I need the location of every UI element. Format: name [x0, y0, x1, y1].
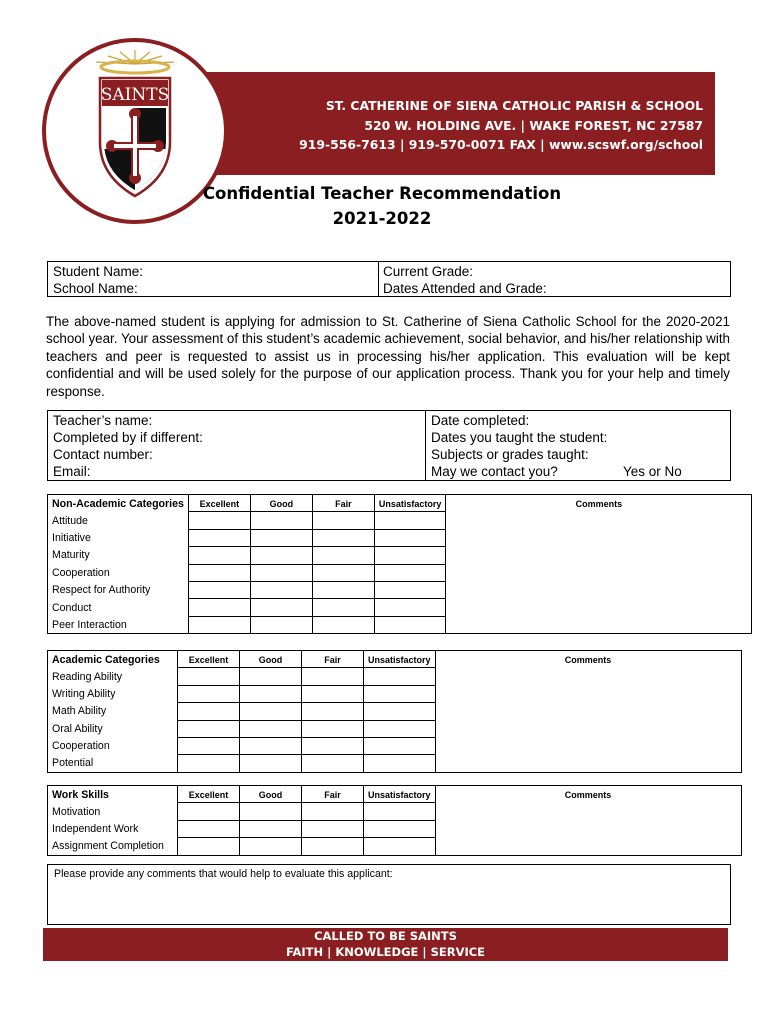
comment-cell[interactable]	[446, 616, 752, 633]
rating-cell[interactable]	[364, 703, 436, 720]
category-heading: Non-Academic Categories	[48, 495, 189, 512]
rating-cell[interactable]	[240, 668, 302, 685]
col-good: Good	[240, 651, 302, 668]
rating-cell[interactable]	[364, 820, 436, 837]
student-name-field[interactable]: Student Name:	[53, 264, 144, 279]
rating-cell[interactable]	[250, 581, 312, 598]
rating-cell[interactable]	[240, 685, 302, 702]
rating-cell[interactable]	[302, 703, 364, 720]
table-row	[48, 685, 742, 702]
rating-cell[interactable]	[188, 547, 250, 564]
col-comments: Comments	[435, 651, 741, 668]
rating-cell[interactable]	[178, 803, 240, 820]
table-header-row	[48, 651, 742, 668]
dates-attended-field[interactable]: Dates Attended and Grade:	[383, 281, 547, 296]
rating-cell[interactable]	[240, 737, 302, 754]
table-row	[48, 512, 752, 529]
col-comments: Comments	[446, 495, 752, 512]
comments-prompt: Please provide any comments that would help to evaluate this applicant:	[54, 868, 393, 880]
rating-cell[interactable]	[188, 616, 250, 633]
rating-cell[interactable]	[312, 599, 374, 616]
comment-cell[interactable]	[446, 599, 752, 616]
rating-cell[interactable]	[240, 755, 302, 772]
comment-cell[interactable]	[435, 668, 741, 685]
comment-cell[interactable]	[435, 703, 741, 720]
rating-cell[interactable]	[312, 547, 374, 564]
rating-cell[interactable]	[364, 838, 436, 855]
col-fair: Fair	[312, 495, 374, 512]
rating-cell[interactable]	[178, 838, 240, 855]
footer-motto: CALLED TO BE SAINTS	[314, 929, 457, 943]
rating-cell[interactable]	[302, 668, 364, 685]
table-row	[48, 616, 752, 633]
rating-cell[interactable]	[178, 703, 240, 720]
rating-cell[interactable]	[240, 820, 302, 837]
comment-cell[interactable]	[446, 581, 752, 598]
rating-cell[interactable]	[250, 564, 312, 581]
school-info	[299, 96, 703, 155]
table-row	[48, 755, 742, 772]
row-label: Independent Work	[48, 820, 178, 837]
rating-cell[interactable]	[312, 616, 374, 633]
rating-cell[interactable]	[364, 737, 436, 754]
rating-cell[interactable]	[374, 616, 446, 633]
student-box-divider	[378, 261, 379, 297]
comment-cell[interactable]	[446, 529, 752, 546]
email-field[interactable]: Email:	[53, 464, 91, 479]
dates-taught-field[interactable]: Dates you taught the student:	[431, 430, 608, 445]
rating-cell[interactable]	[302, 685, 364, 702]
row-label: Initiative	[48, 529, 189, 546]
comment-cell[interactable]	[446, 547, 752, 564]
col-excellent: Excellent	[178, 651, 240, 668]
non-academic-table	[47, 494, 752, 634]
rating-cell[interactable]	[178, 685, 240, 702]
rating-cell[interactable]	[302, 737, 364, 754]
rating-cell[interactable]	[312, 529, 374, 546]
table-row	[48, 703, 742, 720]
comment-cell[interactable]	[446, 564, 752, 581]
table-row	[48, 564, 752, 581]
rating-cell[interactable]	[188, 581, 250, 598]
category-heading: Work Skills	[48, 786, 178, 803]
rating-cell[interactable]	[178, 720, 240, 737]
rating-cell[interactable]	[364, 803, 436, 820]
table-row	[48, 803, 742, 820]
rating-cell[interactable]	[178, 668, 240, 685]
rating-cell[interactable]	[250, 512, 312, 529]
rating-cell[interactable]	[250, 529, 312, 546]
rating-cell[interactable]	[302, 755, 364, 772]
row-label: Potential	[48, 755, 178, 772]
contact-number-field[interactable]: Contact number:	[53, 447, 153, 462]
school-address: 520 W. HOLDING AVE. | WAKE FOREST, NC 27587	[364, 117, 703, 133]
row-label: Oral Ability	[48, 720, 178, 737]
rating-cell[interactable]	[312, 564, 374, 581]
rating-cell[interactable]	[302, 803, 364, 820]
subjects-field[interactable]: Subjects or grades taught:	[431, 447, 589, 462]
rating-cell[interactable]	[250, 599, 312, 616]
table-row	[48, 838, 742, 855]
row-label: Math Ability	[48, 703, 178, 720]
col-fair: Fair	[302, 786, 364, 803]
rating-cell[interactable]	[374, 529, 446, 546]
rating-cell[interactable]	[364, 720, 436, 737]
rating-cell[interactable]	[250, 547, 312, 564]
table-row	[48, 720, 742, 737]
col-good: Good	[240, 786, 302, 803]
row-label: Cooperation	[48, 737, 178, 754]
rating-cell[interactable]	[364, 685, 436, 702]
rating-cell[interactable]	[374, 599, 446, 616]
comment-cell[interactable]	[435, 737, 741, 754]
rating-cell[interactable]	[374, 547, 446, 564]
work-skills-table	[47, 785, 742, 856]
rating-cell[interactable]	[302, 820, 364, 837]
col-comments: Comments	[435, 786, 741, 803]
rating-cell[interactable]	[240, 838, 302, 855]
table-header-row	[48, 495, 752, 512]
school-name: ST. CATHERINE OF SIENA CATHOLIC PARISH & SCHOOL	[325, 98, 703, 113]
rating-cell[interactable]	[188, 564, 250, 581]
col-unsatisfactory: Unsatisfactory	[364, 651, 436, 668]
teacher-box-divider	[425, 410, 426, 481]
completed-by-field[interactable]: Completed by if different:	[53, 430, 203, 445]
col-unsatisfactory: Unsatisfactory	[374, 495, 446, 512]
comment-cell[interactable]	[435, 720, 741, 737]
table-row	[48, 599, 752, 616]
comment-cell[interactable]	[435, 685, 741, 702]
yes-no-choice[interactable]: Yes or No	[623, 464, 682, 479]
row-label: Peer Interaction	[48, 616, 189, 633]
category-heading: Academic Categories	[48, 651, 178, 668]
col-excellent: Excellent	[178, 786, 240, 803]
rating-cell[interactable]	[250, 616, 312, 633]
school-name-field[interactable]: School Name:	[53, 281, 138, 296]
rating-cell[interactable]	[240, 803, 302, 820]
comment-cell[interactable]	[435, 838, 741, 855]
col-good: Good	[250, 495, 312, 512]
comment-cell[interactable]	[435, 803, 741, 820]
col-fair: Fair	[302, 651, 364, 668]
row-label: Assignment Completion	[48, 838, 178, 855]
comment-cell[interactable]	[435, 755, 741, 772]
rating-cell[interactable]	[302, 720, 364, 737]
table-row	[48, 820, 742, 837]
rating-cell[interactable]	[302, 838, 364, 855]
school-contact: 919-556-7613 | 919-570-0071 FAX | www.scswf.org/school	[299, 137, 703, 152]
row-label: Maturity	[48, 547, 189, 564]
intro-paragraph: The above-named student is applying for admission to St. Catherine of Siena Catholic School for the 2020-2021 school year. Your assessment of this student’s academic achievement, social behavior, and his/her relationship with teachers and peer is requested to assist us in processing his/her application. This evaluation will be kept confidential and will be used solely for the purpose of our application process. Thank you for your help and timely response.	[46, 314, 730, 399]
academic-table	[47, 650, 742, 773]
form-year: 2021-2022	[332, 209, 432, 228]
rating-cell[interactable]	[364, 755, 436, 772]
form-title: Confidential Teacher Recommendation	[202, 184, 562, 203]
row-label: Reading Ability	[48, 668, 178, 685]
rating-cell[interactable]	[240, 703, 302, 720]
rating-cell[interactable]	[240, 720, 302, 737]
footer-banner	[43, 928, 728, 961]
may-contact-field: May we contact you?	[431, 464, 558, 479]
rating-cell[interactable]	[188, 599, 250, 616]
row-label: Conduct	[48, 599, 189, 616]
table-row	[48, 547, 752, 564]
date-completed-field[interactable]: Date completed:	[431, 413, 530, 428]
row-label: Attitude	[48, 512, 189, 529]
rating-cell[interactable]	[374, 564, 446, 581]
col-unsatisfactory: Unsatisfactory	[364, 786, 436, 803]
comment-cell[interactable]	[446, 512, 752, 529]
table-header-row	[48, 786, 742, 803]
rating-cell[interactable]	[374, 581, 446, 598]
footer-values: FAITH | KNOWLEDGE | SERVICE	[285, 944, 486, 959]
col-excellent: Excellent	[188, 495, 250, 512]
row-label: Respect for Authority	[48, 581, 189, 598]
teacher-name-field[interactable]: Teacher’s name:	[53, 413, 153, 428]
rating-cell[interactable]	[178, 755, 240, 772]
comments-box[interactable]	[47, 864, 731, 925]
table-row	[48, 581, 752, 598]
rating-cell[interactable]	[178, 820, 240, 837]
row-label: Writing Ability	[48, 685, 178, 702]
table-row	[48, 737, 742, 754]
rating-cell[interactable]	[312, 512, 374, 529]
row-label: Motivation	[48, 803, 178, 820]
rating-cell[interactable]	[188, 529, 250, 546]
rating-cell[interactable]	[178, 737, 240, 754]
current-grade-field[interactable]: Current Grade:	[383, 264, 474, 279]
svg-text:SAINTS: SAINTS	[100, 85, 170, 105]
rating-cell[interactable]	[312, 581, 374, 598]
table-row	[48, 668, 742, 685]
rating-cell[interactable]	[188, 512, 250, 529]
table-row	[48, 529, 752, 546]
row-label: Cooperation	[48, 564, 189, 581]
rating-cell[interactable]	[374, 512, 446, 529]
rating-cell[interactable]	[364, 668, 436, 685]
comment-cell[interactable]	[435, 820, 741, 837]
saints-logo	[80, 50, 190, 198]
